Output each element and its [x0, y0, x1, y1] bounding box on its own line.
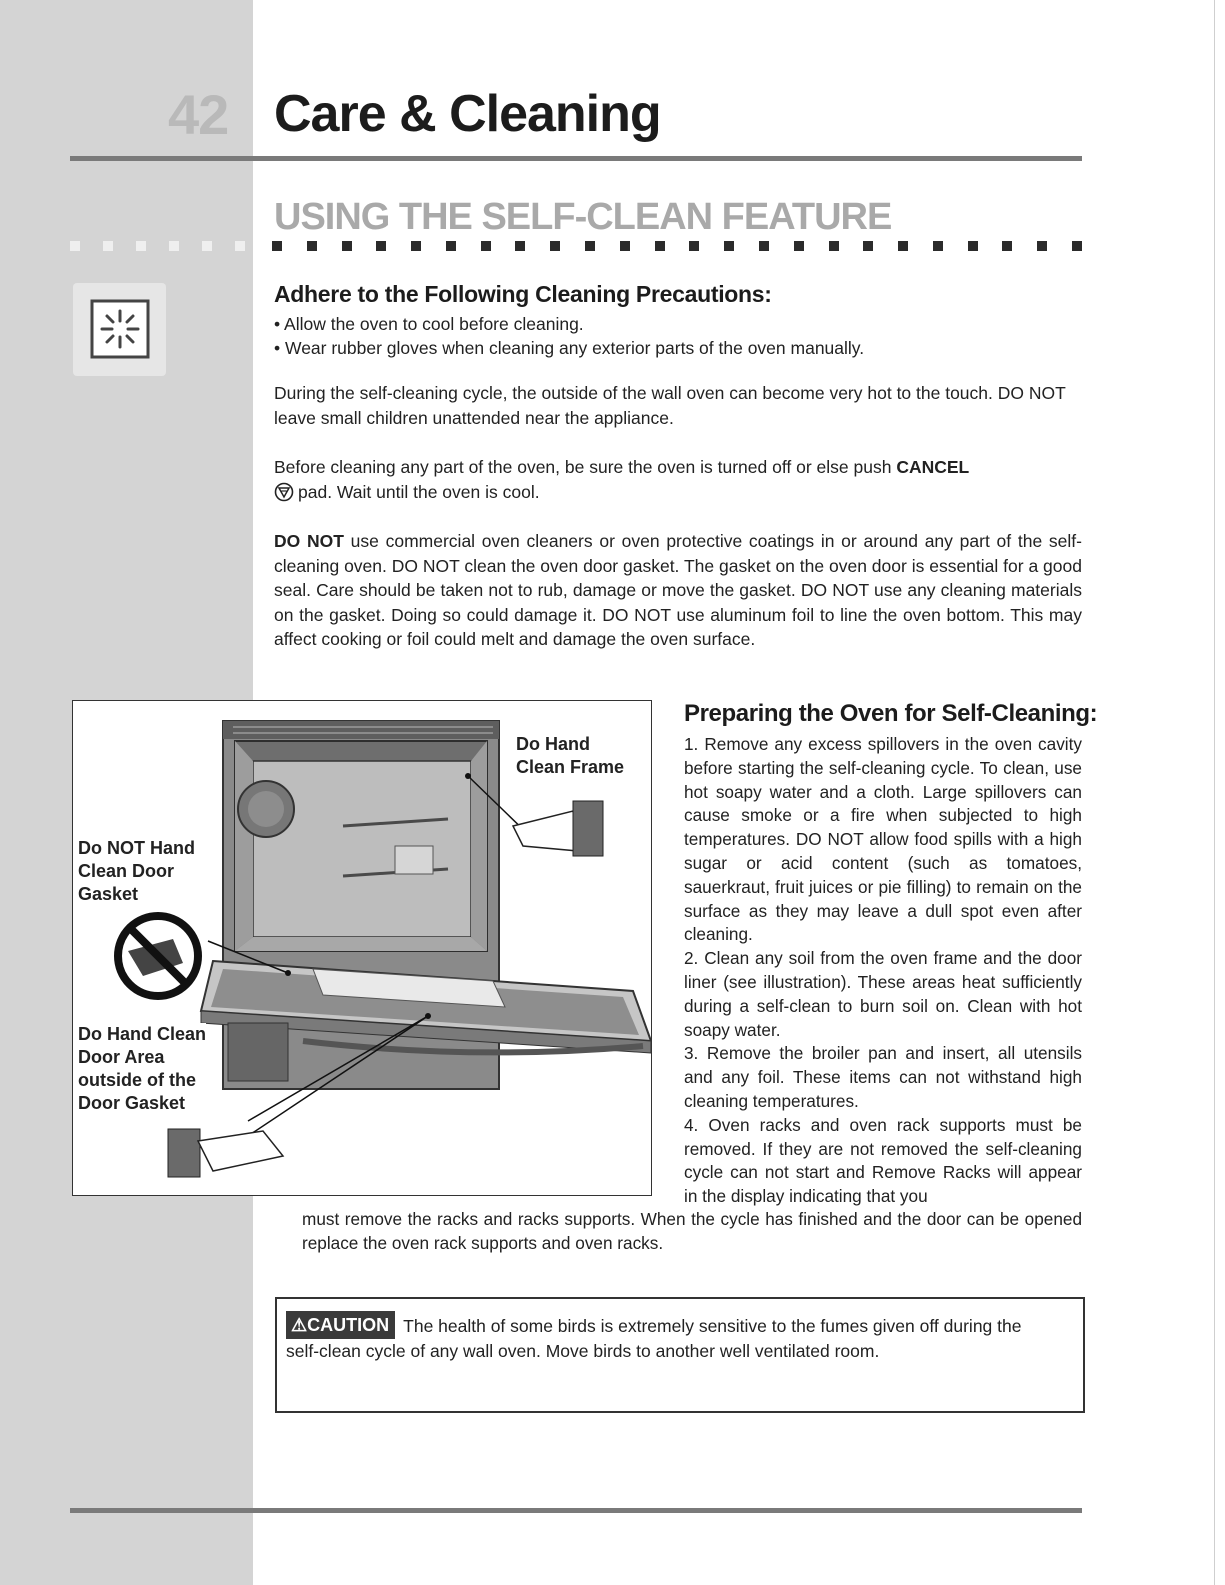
- caution-text-block: [286, 1311, 1043, 1363]
- cancel-keyword: CANCEL: [896, 457, 970, 477]
- caution-badge: [286, 1311, 395, 1339]
- preparing-step-4: 4. Oven racks and oven rack supports must be removed. If they are not removed the self-cleaning cycle can not start and Remove Racks will appear in the display indicating that you: [684, 1114, 1082, 1207]
- dots-divider: [272, 241, 1082, 251]
- preparing-heading: Preparing the Oven for Self-Cleaning:: [684, 700, 1098, 727]
- label-do-not-clean-gasket: Do NOT Hand Clean Door Gasket: [78, 838, 195, 904]
- hot-touch-paragraph: During the self-cleaning cycle, the outside of the wall oven can become very hot to the touch. DO NOT leave small children unattended near the appliance.: [274, 383, 1066, 428]
- preparing-steps: [684, 733, 1082, 1209]
- warning-triangle-icon: ⚠: [291, 1315, 308, 1335]
- label-do-hand-clean-frame: Do Hand Clean Frame: [516, 734, 625, 777]
- footer-rule: [70, 1508, 1082, 1513]
- caution-text: The health of some birds is extremely sensitive to the fumes given off during the self-clean cycle of any wall oven. Move birds to another well ventilated room.: [286, 1316, 1022, 1361]
- do-not-text: use commercial oven cleaners or oven protective coatings in or around any part of the self-cleaning oven. DO NOT clean the oven door gasket. The gasket on the oven door is essential for a good seal. Care should be taken not to rub, damage or move the gasket. DO NOT use any cleaning materials on the gasket. Doing so could damage it. DO NOT use aluminum foil to line the oven bottom. This may affect cooking or foil could melt and damage the oven surface.: [274, 531, 1082, 649]
- dots-divider-left: [70, 241, 245, 251]
- caution-label: CAUTION: [307, 1315, 390, 1335]
- preparing-step-1: 1. Remove any excess spillovers in the oven cavity before starting the self-cleaning cycle. To clean, use hot soapy water and a cloth. Large spillovers can cause smoke or a fire when subjected to high temperatures. DO NOT allow food spills with a high sugar or acid content (such as tomatoes, sauerkraut, fruit juices or pie filling) to remain on the surface as they may leave a dull spot even after cleaning.: [684, 734, 1082, 945]
- header-rule: [70, 156, 1082, 161]
- before-cleaning-paragraph: [274, 455, 1082, 504]
- preparing-step-2: 2. Clean any soil from the oven frame and the door liner (see illustration). These areas heat sufficiently during a self-clean to burn soil on. Clean with hot soapy water.: [684, 948, 1082, 1040]
- precaution-bullet-2: • Wear rubber gloves when cleaning any exterior parts of the oven manually.: [274, 338, 865, 358]
- section-title: USING THE SELF-CLEAN FEATURE: [274, 196, 892, 238]
- label-do-hand-clean-door: Do Hand Clean Door Area outside of the Door Gasket: [78, 1024, 207, 1113]
- page-number: 42: [168, 83, 229, 146]
- caution-box: [275, 1297, 1085, 1413]
- page-edge-rule: [1214, 0, 1215, 1585]
- do-not-paragraph: [274, 529, 1082, 652]
- do-not-keyword: DO NOT: [274, 531, 344, 551]
- hand-cloth-door-icon: [168, 1129, 283, 1177]
- page-title: Care & Cleaning: [274, 85, 661, 143]
- preparing-step-4-continued: must remove the racks and racks supports. When the cycle has finished and the door can be opened replace the oven rack supports and oven racks.: [302, 1209, 1082, 1253]
- oven-cleaning-illustration: [72, 700, 652, 1196]
- precautions-heading: Adhere to the Following Cleaning Precautions:: [274, 281, 772, 307]
- self-clean-icon: [73, 283, 166, 376]
- preparing-step-3: 3. Remove the broiler pan and insert, all utensils and any foil. These items can not withstand high cleaning temperatures.: [684, 1043, 1082, 1111]
- before-text: Before cleaning any part of the oven, be sure the oven is turned off or else push: [274, 457, 892, 477]
- before-text-2: pad. Wait until the oven is cool.: [298, 481, 540, 502]
- precaution-bullet-1: • Allow the oven to cool before cleaning.: [274, 314, 584, 334]
- cancel-pad-icon: [274, 482, 294, 502]
- no-hand-clean-symbol: [118, 916, 198, 996]
- hand-cloth-frame-icon: [513, 801, 603, 856]
